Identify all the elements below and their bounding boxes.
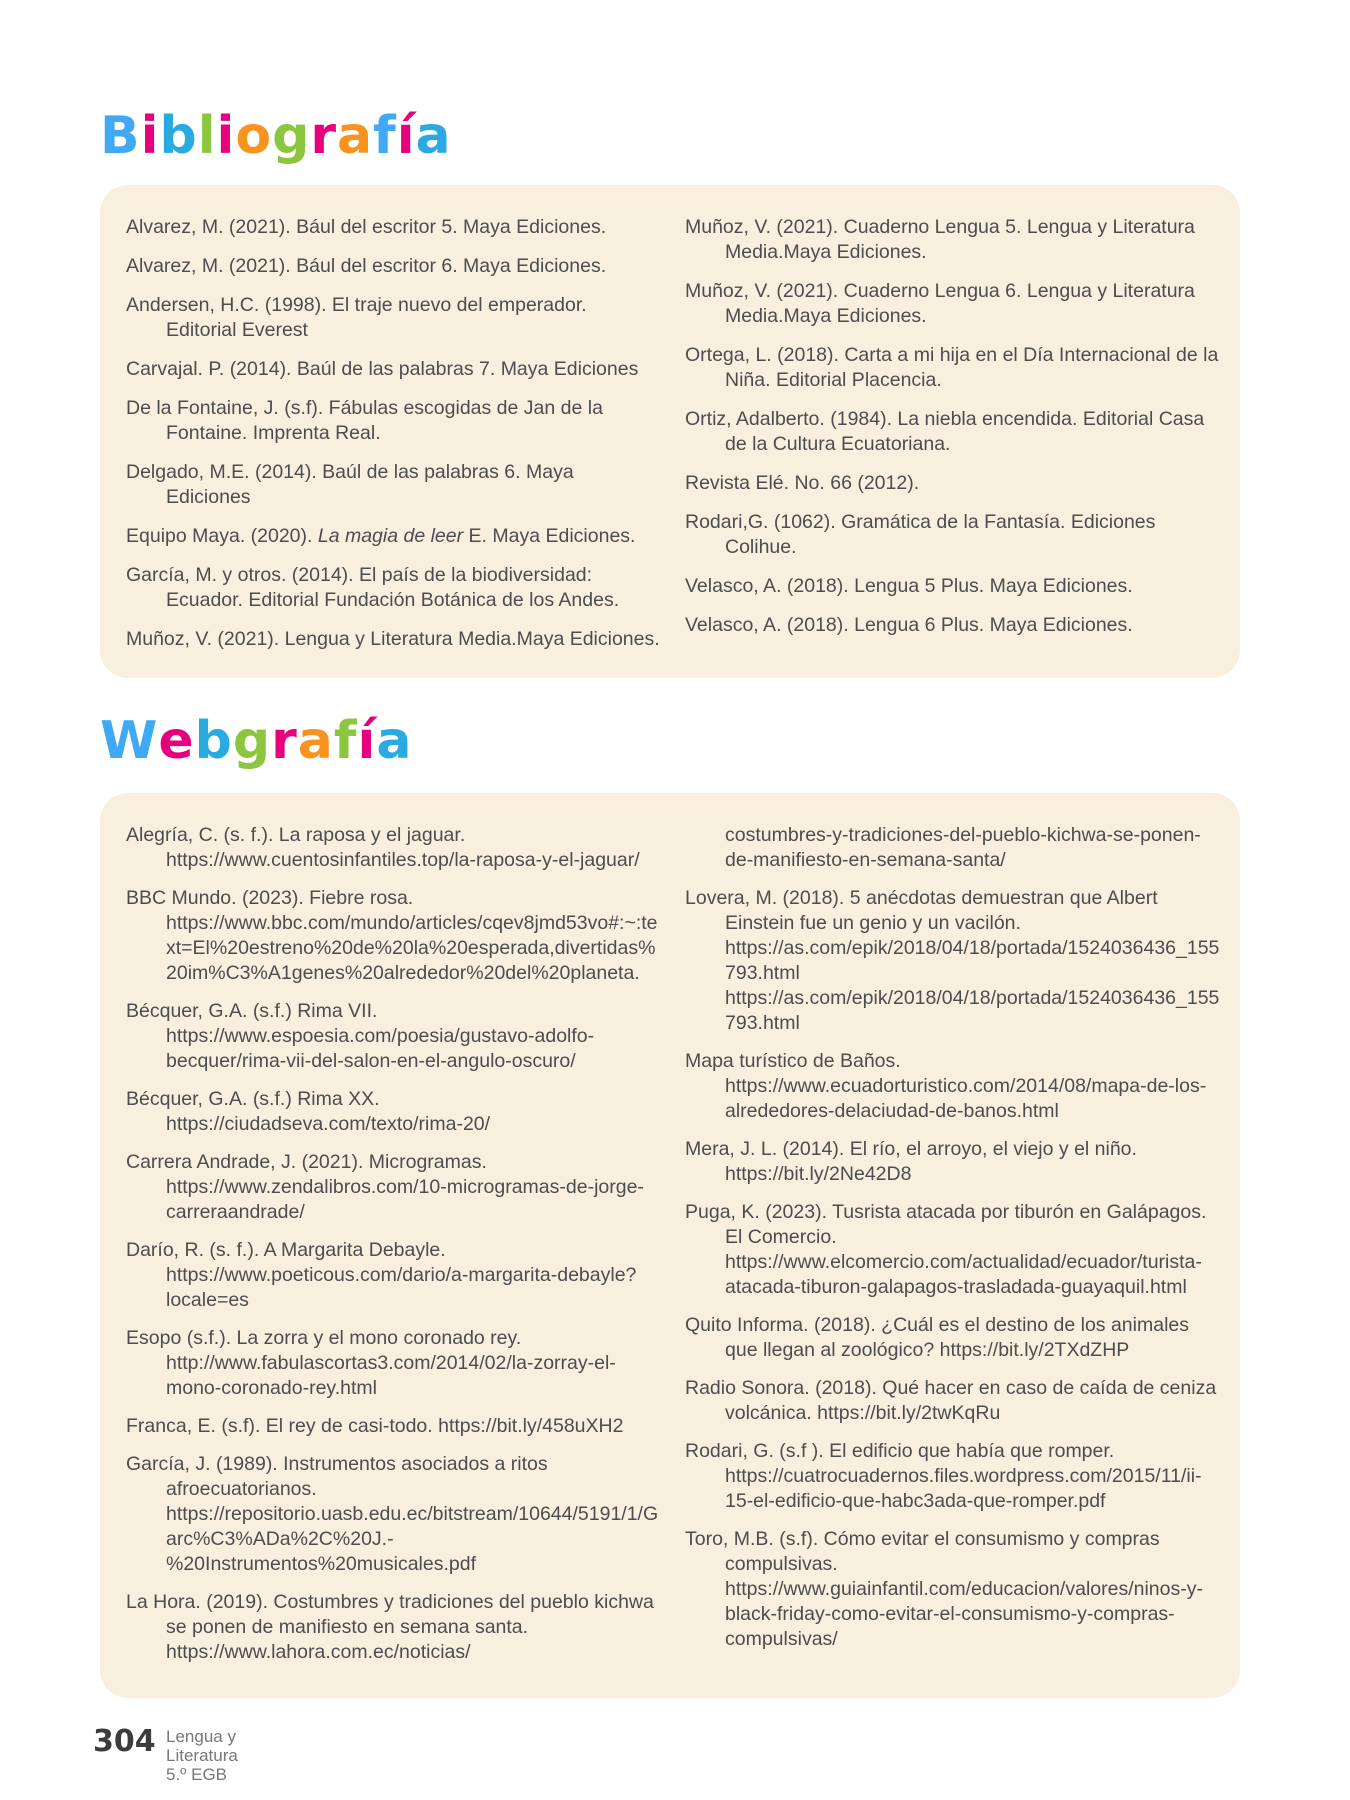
bibliography-title-letter: f bbox=[373, 106, 397, 166]
webography-panel bbox=[100, 793, 1240, 1698]
bibliography-entry: Rodari,G. (1062). Gramática de la Fantasía. Ediciones Colihue. bbox=[685, 511, 1156, 558]
bibliography-entry: Delgado, M.E. (2014). Baúl de las palabras 6. Maya Ediciones bbox=[126, 461, 574, 508]
bibliography-right-column bbox=[685, 215, 1220, 652]
webography-entry: BBC Mundo. (2023). Fiebre rosa. https://www.bbc.com/mundo/articles/cqev8jmd53vo#:~:text=El%20estreno%20de%20la%20esperada,divertidas%20im%C3%A1genes%20alrededor%20del%20planeta. bbox=[126, 887, 658, 984]
footer-caption bbox=[166, 1727, 238, 1784]
webography-entry: La Hora. (2019). Costumbres y tradiciones del pueblo kichwa se ponen de manifiesto en semana santa. https://www.lahora.com.ec/noticias/ bbox=[126, 1591, 654, 1663]
webography-entry: García, J. (1989). Instrumentos asociados a ritos afroecuatorianos. https://repositorio.uasb.edu.ec/bitstream/10644/5191/1/Garc%C3%ADa%2C%20J.-%20Instrumentos%20musicales.pdf bbox=[126, 1453, 659, 1575]
webography-title-letter: í bbox=[357, 711, 377, 771]
bibliography-left-column bbox=[126, 215, 661, 666]
bibliography-title-letter: l bbox=[197, 106, 217, 166]
bibliography-title-letter: a bbox=[336, 106, 374, 166]
webography-right-column bbox=[685, 823, 1220, 1665]
page-number: 304 bbox=[93, 1724, 156, 1759]
webography-entry: Bécquer, G.A. (s.f.) Rima VII. https://www.espoesia.com/poesia/gustavo-adolfo-becquer/rima-vii-del-salon-en-el-angulo-oscuro/ bbox=[126, 1000, 595, 1072]
webography-entry: Rodari, G. (s.f ). El edificio que había que romper. https://cuatrocuadernos.files.wordpress.com/2015/11/ii-15-el-edificio-que-habc3ada-que-romper.pdf bbox=[685, 1440, 1202, 1512]
bibliography-title-letter: b bbox=[159, 106, 198, 166]
bibliography-title-letter: B bbox=[100, 106, 141, 166]
webography-title-letter: W bbox=[100, 711, 159, 771]
webography-entry: Carrera Andrade, J. (2021). Microgramas. https://www.zendalibros.com/10-microgramas-de-jorge-carreraandrade/ bbox=[126, 1151, 644, 1223]
book-title-italic: La magia de leer bbox=[317, 525, 464, 547]
bibliography-entry: Velasco, A. (2018). Lengua 6 Plus. Maya Ediciones. bbox=[685, 614, 1133, 636]
bibliography-title-letter: i bbox=[140, 106, 160, 166]
bibliography-title-letter: r bbox=[310, 106, 337, 166]
bibliography-entry: Alvarez, M. (2021). Bául del escritor 5. Maya Ediciones. bbox=[126, 216, 607, 238]
bibliography-entry: Andersen, H.C. (1998). El traje nuevo del emperador. Editorial Everest bbox=[126, 294, 587, 341]
webography-entry: Esopo (s.f.). La zorra y el mono coronado rey. http://www.fabulascortas3.com/2014/02/la-zorray-el-mono-coronado-rey.html bbox=[126, 1327, 616, 1399]
bibliography-entry: De la Fontaine, J. (s.f). Fábulas escogidas de Jan de la Fontaine. Imprenta Real. bbox=[126, 397, 603, 444]
webography-title-letter: a bbox=[297, 711, 334, 771]
bibliography-title-letter: í bbox=[396, 106, 416, 166]
bibliography-title-letter: g bbox=[272, 106, 311, 166]
bibliography-entry: Revista Elé. No. 66 (2012). bbox=[685, 472, 920, 494]
webography-title-letter: r bbox=[271, 711, 298, 771]
bibliography-title-letter: a bbox=[415, 106, 452, 166]
bibliography-entry: Ortega, L. (2018). Carta a mi hija en el Día Internacional de la Niña. Editorial Placencia. bbox=[685, 344, 1219, 391]
webography-title bbox=[100, 711, 413, 771]
bibliography-entry: Carvajal. P. (2014). Baúl de las palabras 7. Maya Ediciones bbox=[126, 358, 639, 380]
bibliography-title bbox=[100, 106, 452, 166]
webography-title-letter: b bbox=[194, 711, 233, 771]
webography-entry-continuation: costumbres-y-tradiciones-del-pueblo-kichwa-se-ponen-de-manifiesto-en-semana-santa/ bbox=[725, 824, 1201, 871]
webography-title-letter: g bbox=[232, 711, 272, 771]
webography-entry: Mera, J. L. (2014). El río, el arroyo, el viejo y el niño. https://bit.ly/2Ne42D8 bbox=[685, 1138, 1137, 1185]
bibliography-entry: Ortiz, Adalberto. (1984). La niebla encendida. Editorial Casa de la Cultura Ecuatoriana. bbox=[685, 408, 1205, 455]
webography-entry: Puga, K. (2023). Tusrista atacada por tiburón en Galápagos. El Comercio. https://www.elcomercio.com/actualidad/ecuador/turista-atacada-tiburon-galapagos-trasladada-guayaquil.html bbox=[685, 1201, 1207, 1298]
webography-entry: Bécquer, G.A. (s.f.) Rima XX. https://ciudadseva.com/texto/rima-20/ bbox=[126, 1088, 491, 1135]
bibliography-entry: Velasco, A. (2018). Lengua 5 Plus. Maya Ediciones. bbox=[685, 575, 1133, 597]
webography-entry: Radio Sonora. (2018). Qué hacer en caso de caída de ceniza volcánica. https://bit.ly/2twKqRu bbox=[685, 1377, 1217, 1424]
bibliography-entry: Muñoz, V. (2021). Lengua y Literatura Media.Maya Ediciones. bbox=[126, 628, 660, 650]
bibliography-entry: Equipo Maya. (2020). La magia de leer E. Maya Ediciones. bbox=[126, 525, 636, 547]
footer-subject: Lengua y Literatura bbox=[166, 1727, 238, 1765]
webography-entry: Toro, M.B. (s.f). Cómo evitar el consumismo y compras compulsivas. https://www.guiainfantil.com/educacion/valores/ninos-y-black-friday-como-evitar-el-consumismo-y-compras-compulsivas/ bbox=[685, 1528, 1203, 1650]
bibliography-title-letter: i bbox=[216, 106, 236, 166]
bibliography-entry: García, M. y otros. (2014). El país de la biodiversidad: Ecuador. Editorial Fundación Botánica de los Andes. bbox=[126, 564, 620, 611]
bibliography-entry: Alvarez, M. (2021). Bául del escritor 6. Maya Ediciones. bbox=[126, 255, 607, 277]
bibliography-entry: Muñoz, V. (2021). Cuaderno Lengua 6. Lengua y Literatura Media.Maya Ediciones. bbox=[685, 280, 1195, 327]
webography-entry: Quito Informa. (2018). ¿Cuál es el destino de los animales que llegan al zoológico? https://bit.ly/2TXdZHP bbox=[685, 1314, 1190, 1361]
webography-title-letter: a bbox=[376, 711, 413, 771]
webography-entry: Darío, R. (s. f.). A Margarita Debayle. https://www.poeticous.com/dario/a-margarita-debayle?locale=es bbox=[126, 1239, 637, 1311]
webography-entry: Alegría, C. (s. f.). La raposa y el jaguar. https://www.cuentosinfantiles.top/la-raposa-y-el-jaguar/ bbox=[126, 824, 640, 871]
webography-entry: Mapa turístico de Baños. https://www.ecuadorturistico.com/2014/08/mapa-de-los-alrededores-delaciudad-de-banos.html bbox=[685, 1050, 1207, 1122]
webography-entry: Lovera, M. (2018). 5 anécdotas demuestran que Albert Einstein fue un genio y un vacilón. https://as.com/epik/2018/04/18/portada/1524036436_155793.html https://as.com/epik/2018/04/18/portada/1524036436_155793.html bbox=[685, 887, 1220, 1034]
bibliography-panel bbox=[100, 185, 1240, 678]
webography-title-letter: f bbox=[333, 711, 358, 771]
bibliography-entry: Muñoz, V. (2021). Cuaderno Lengua 5. Lengua y Literatura Media.Maya Ediciones. bbox=[685, 216, 1195, 263]
webography-left-column bbox=[126, 823, 661, 1678]
webography-title-letter: e bbox=[158, 711, 195, 771]
footer-grade: 5.º EGB bbox=[166, 1765, 228, 1784]
bibliography-title-letter: o bbox=[235, 106, 273, 166]
webography-entry: Franca, E. (s.f). El rey de casi-todo. https://bit.ly/458uXH2 bbox=[126, 1415, 624, 1437]
